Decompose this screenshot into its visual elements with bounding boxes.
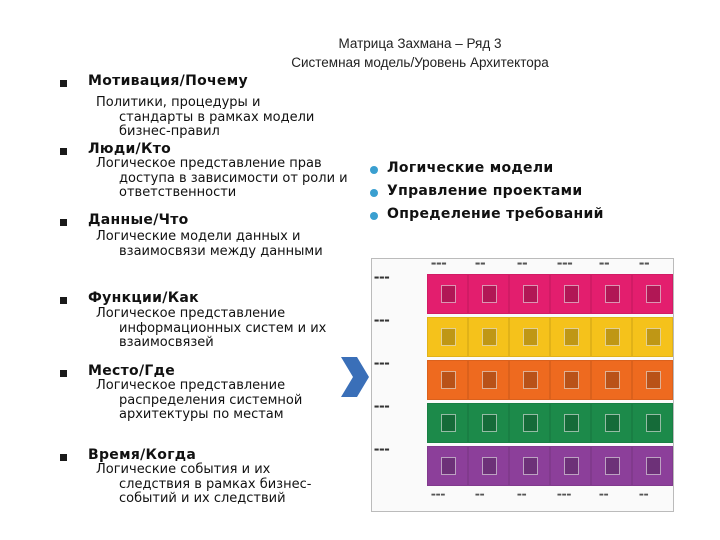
matrix-cell	[550, 317, 591, 357]
item-title-functions: Функции/Как	[88, 290, 199, 306]
square-bullet-icon	[60, 219, 67, 226]
square-bullet-icon	[60, 148, 67, 155]
matrix-cell	[509, 360, 550, 400]
square-bullet-icon	[60, 297, 67, 304]
matrix-cell	[427, 274, 468, 314]
matrix-row-yellow	[372, 314, 673, 358]
circle-bullet-icon	[370, 212, 378, 220]
item-desc-time	[96, 463, 351, 507]
matrix-cell	[550, 446, 591, 486]
matrix-cell	[509, 274, 550, 314]
matrix-cell	[591, 274, 632, 314]
matrix-cell	[509, 446, 550, 486]
matrix-row-label: ▬▬▬	[374, 318, 390, 324]
matrix-cell	[468, 317, 509, 357]
matrix-cell	[632, 403, 673, 443]
slide-title-line1: Матрица Захмана – Ряд 3	[338, 36, 502, 51]
matrix-cell	[468, 274, 509, 314]
square-bullet-icon	[60, 80, 67, 87]
matrix-cell	[427, 403, 468, 443]
slide-title	[250, 34, 590, 72]
item-desc-first-line: Логическое представление	[96, 378, 286, 393]
right-list-text: Управление проектами	[387, 183, 583, 199]
item-desc-rest: доступа в зависимости от роли и ответственности	[119, 170, 348, 200]
item-desc-data	[96, 230, 351, 259]
matrix-cell	[591, 403, 632, 443]
item-desc-first-line: Логические события и их	[96, 462, 271, 477]
matrix-row-label: ▬▬▬	[374, 275, 390, 281]
right-list-text: Определение требований	[387, 206, 604, 222]
item-desc-rest: информационных систем и их взаимосвязей	[119, 320, 327, 350]
item-desc-motivation	[96, 96, 351, 140]
matrix-cell	[468, 403, 509, 443]
item-desc-first-line: Логические модели данных и	[96, 229, 301, 244]
item-desc-first-line: Логическое представление прав	[96, 156, 322, 171]
square-bullet-icon	[60, 454, 67, 461]
item-desc-first-line: Политики, процедуры и	[96, 95, 261, 110]
matrix-row-purple	[372, 443, 673, 487]
circle-bullet-icon	[370, 189, 378, 197]
item-title-data: Данные/Что	[88, 212, 189, 228]
item-title-people: Люди/Кто	[88, 141, 172, 157]
matrix-cell	[550, 360, 591, 400]
matrix-cell	[468, 360, 509, 400]
item-title-motivation: Мотивация/Почему	[88, 73, 248, 89]
matrix-cell	[550, 274, 591, 314]
matrix-cell	[509, 317, 550, 357]
item-title-time: Время/Когда	[88, 447, 197, 463]
matrix-row-label: ▬▬▬	[374, 447, 390, 453]
matrix-cell	[427, 446, 468, 486]
chevron-right-icon	[341, 357, 369, 397]
matrix-cell	[468, 446, 509, 486]
item-desc-rest: распределения системной архитектуры по местам	[119, 392, 303, 422]
item-desc-place	[96, 379, 351, 423]
matrix-row-green	[372, 400, 673, 444]
matrix-cell	[591, 360, 632, 400]
item-title-place: Место/Где	[88, 363, 175, 379]
matrix-cell	[632, 317, 673, 357]
matrix-cell	[632, 274, 673, 314]
matrix-row-label: ▬▬▬	[374, 361, 390, 367]
item-desc-rest: взаимосвязи между данными	[119, 243, 323, 259]
right-list-text: Логические модели	[387, 160, 554, 176]
matrix-row-orange	[372, 357, 673, 401]
item-desc-first-line: Логическое представление	[96, 306, 286, 321]
matrix-row-label: ▬▬▬	[374, 404, 390, 410]
item-desc-people	[96, 157, 351, 201]
matrix-cell	[632, 360, 673, 400]
matrix-row-pink	[372, 271, 673, 315]
item-desc-rest: стандарты в рамках модели бизнес-правил	[119, 109, 315, 139]
matrix-cell	[591, 317, 632, 357]
matrix-cell	[427, 317, 468, 357]
matrix-cell	[509, 403, 550, 443]
matrix-cell	[427, 360, 468, 400]
matrix-header: ▬▬▬ ▬▬ ▬▬ ▬▬▬ ▬▬ ▬▬	[431, 261, 650, 267]
zachman-matrix-thumbnail	[371, 258, 674, 512]
slide-title-line2: Системная модель/Уровень Архитектора	[291, 55, 549, 70]
matrix-footer: ▬▬▬ ▬▬ ▬▬ ▬▬▬ ▬▬ ▬▬	[431, 492, 649, 498]
square-bullet-icon	[60, 370, 67, 377]
matrix-cell	[632, 446, 673, 486]
matrix-cell	[591, 446, 632, 486]
circle-bullet-icon	[370, 166, 378, 174]
item-desc-functions	[96, 307, 351, 351]
item-desc-rest: следствия в рамках бизнес-событий и их следствий	[119, 476, 312, 506]
matrix-cell	[550, 403, 591, 443]
